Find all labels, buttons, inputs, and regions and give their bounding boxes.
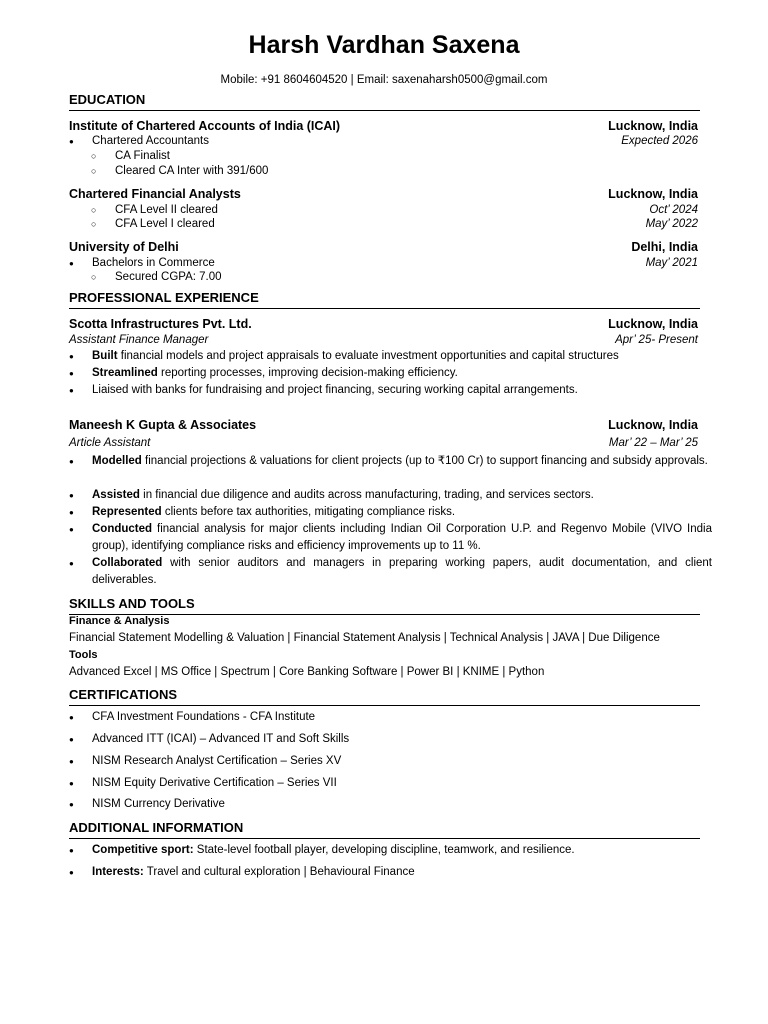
certification-item: ● NISM Equity Derivative Certification – Series VII	[92, 776, 337, 791]
education-location: Lucknow, India	[608, 119, 698, 133]
section-divider	[69, 308, 700, 309]
additional-key: Interests:	[92, 866, 144, 878]
job-org: Scotta Infrastructures Pvt. Ltd.	[69, 317, 252, 331]
job-location: Lucknow, India	[608, 317, 698, 331]
job-date: Mar’ 22 – Mar’ 25	[608, 437, 698, 449]
bullet-keyword: Modelled	[92, 455, 142, 467]
job-role: Assistant Finance Manager	[69, 334, 209, 346]
job-bullet	[92, 504, 712, 521]
bullet-text: reporting processes, improving decision-making efficiency.	[157, 367, 458, 379]
education-detail: ○ CFA Level I cleared	[115, 217, 215, 232]
certification-item: ● NISM Research Analyst Certification – Series XV	[92, 754, 341, 769]
additional-item	[92, 843, 575, 858]
job-bullet	[92, 521, 712, 555]
education-program: ● Bachelors in Commerce	[92, 256, 215, 271]
job-bullet	[92, 365, 712, 382]
additional-item	[92, 865, 415, 880]
section-divider	[69, 838, 700, 839]
bullet-keyword: Conducted	[92, 523, 153, 535]
certification-item: ● CFA Investment Foundations - CFA Institute	[92, 710, 315, 725]
bullet-keyword: Built	[92, 350, 118, 362]
bullet-keyword: Represented	[92, 506, 162, 518]
certification-item: ● Advanced ITT (ICAI) – Advanced IT and Soft Skills	[92, 732, 349, 747]
section-title-experience: PROFESSIONAL EXPERIENCE	[69, 290, 259, 305]
skills-heading-finance: Finance & Analysis	[69, 615, 170, 627]
skills-heading-tools: Tools	[69, 649, 98, 661]
contact-line: Mobile: +91 8604604520 | Email: saxenaharsh0500@gmail.com	[220, 74, 548, 86]
section-title-skills: SKILLS AND TOOLS	[69, 596, 195, 611]
education-location: Delhi, India	[631, 240, 698, 254]
additional-key: Competitive sport:	[92, 844, 194, 856]
additional-text: State-level football player, developing discipline, teamwork, and resilience.	[193, 844, 575, 856]
bullet-text: with senior auditors and managers in preparing working papers, audit documentation, and client deliverables.	[92, 557, 712, 586]
section-divider	[69, 110, 700, 111]
section-title-education: EDUCATION	[69, 92, 146, 107]
education-date: May’ 2022	[645, 218, 698, 230]
education-detail: ○ CFA Level II cleared	[115, 203, 218, 218]
job-date: Apr’ 25- Present	[615, 334, 698, 346]
education-date: Oct’ 2024	[649, 204, 698, 216]
bullet-text: financial models and project appraisals to evaluate investment opportunities and capital structures	[117, 350, 619, 362]
education-location: Lucknow, India	[608, 187, 698, 201]
bullet-text: financial projections & valuations for client projects (up to ₹100 Cr) to support financing and subsidy approvals.	[141, 455, 708, 467]
job-bullet	[92, 348, 712, 365]
bullet-text: in financial due diligence and audits across manufacturing, trading, and services sectors.	[139, 489, 594, 501]
education-date: Expected 2026	[621, 135, 698, 147]
bullet-text: clients before tax authorities, mitigating compliance risks.	[161, 506, 456, 518]
bullet-keyword: Streamlined	[92, 367, 158, 379]
bullet-text: Liaised with banks for fundraising and project financing, securing working capital arrangements.	[92, 384, 578, 396]
education-org: University of Delhi	[69, 240, 179, 254]
bullet-text: financial analysis for major clients including Indian Oil Corporation U.P. and Regenvo Mobile (VIVO India group), identifying compliance risks and efficiency improvements up to 11 %.	[92, 523, 712, 552]
bullet-keyword: Collaborated	[92, 557, 163, 569]
bullet-keyword: Assisted	[92, 489, 140, 501]
skills-finance-list: Financial Statement Modelling & Valuation | Financial Statement Analysis | Technical Analysis | JAVA | Due Diligence	[69, 632, 660, 644]
education-org: Chartered Financial Analysts	[69, 187, 241, 201]
job-location: Lucknow, India	[608, 418, 698, 432]
education-detail: ○ CA Finalist	[115, 149, 170, 164]
education-program: ● Chartered Accountants	[92, 134, 209, 149]
certification-item: ● NISM Currency Derivative	[92, 797, 225, 812]
job-bullet	[92, 453, 712, 470]
additional-text: Travel and cultural exploration | Behavioural Finance	[143, 866, 415, 878]
job-role: Article Assistant	[69, 437, 151, 449]
skills-tools-list: Advanced Excel | MS Office | Spectrum | Core Banking Software | Power BI | KNIME | Python	[69, 666, 545, 678]
job-org: Maneesh K Gupta & Associates	[69, 418, 257, 432]
job-bullet	[92, 487, 712, 504]
education-org: Institute of Chartered Accounts of India (ICAI)	[69, 119, 341, 133]
education-detail: ○ Cleared CA Inter with 391/600	[115, 164, 268, 179]
candidate-name: Harsh Vardhan Saxena	[248, 31, 520, 59]
job-bullet	[92, 555, 712, 589]
job-bullet	[92, 382, 712, 399]
section-divider	[69, 705, 700, 706]
education-detail: ○ Secured CGPA: 7.00	[115, 270, 222, 285]
section-title-additional: ADDITIONAL INFORMATION	[69, 820, 244, 835]
education-date: May’ 2021	[645, 257, 698, 269]
section-title-certifications: CERTIFICATIONS	[69, 687, 178, 702]
